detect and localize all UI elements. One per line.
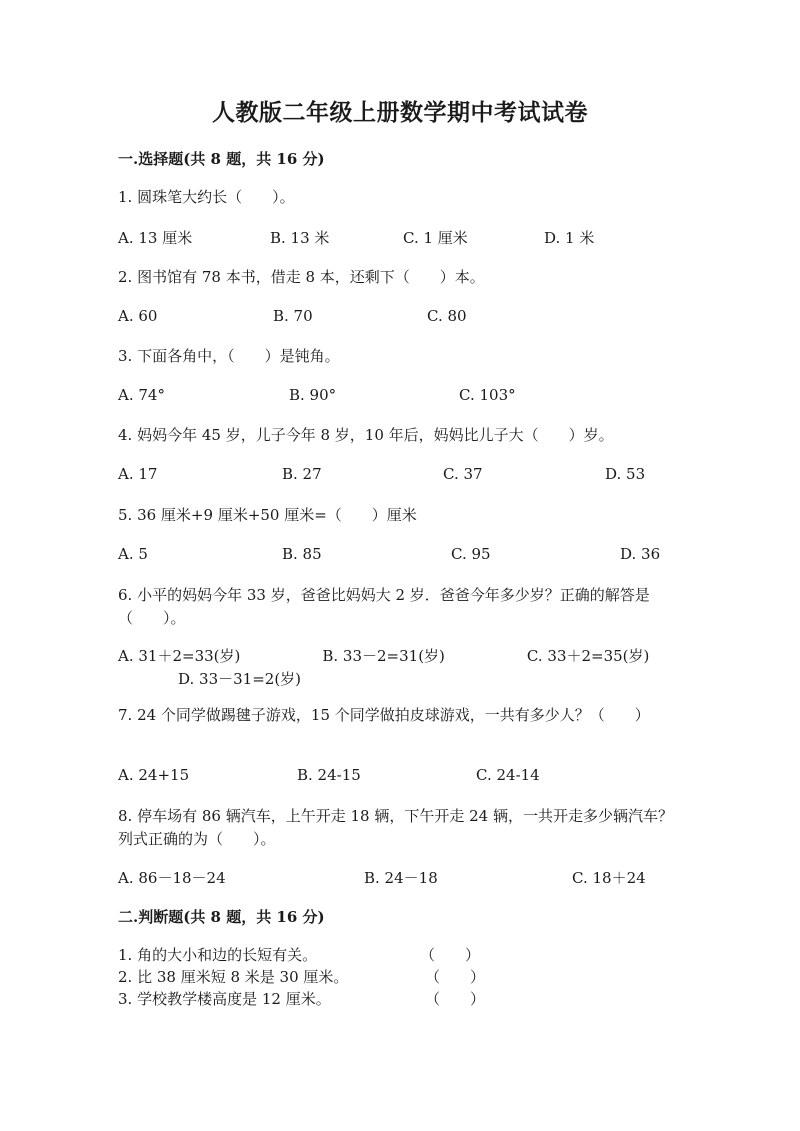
- option-a: A. 86－18－24: [118, 869, 226, 887]
- question-2-stem: 2. 图书馆有 78 本书，借走 8 本，还剩下（ ）本。: [118, 268, 485, 286]
- section-heading-judge: 二.判断题(共 8 题，共 16 分): [118, 908, 325, 926]
- option-c: C. 37: [443, 465, 483, 483]
- option-b: B. 24-15: [297, 766, 361, 784]
- question-1-stem: 1. 圆珠笔大约长（ ）。: [118, 188, 295, 206]
- option-d: D. 36: [620, 545, 661, 563]
- question-5-options: [118, 545, 684, 567]
- question-3-stem: 3. 下面各角中，（ ）是钝角。: [118, 347, 340, 365]
- option-d: D. 1 米: [544, 229, 595, 247]
- question-8-stem: 8. 停车场有 86 辆汽车，上午开走 18 辆，下午开走 24 辆，一共开走多少辆汽车？列式正确的为（ ）。: [118, 807, 673, 848]
- option-a: A. 13 厘米: [118, 229, 193, 247]
- option-c: C. 1 厘米: [403, 229, 468, 247]
- section-heading-choice: 一.选择题(共 8 题，共 16 分): [118, 150, 325, 168]
- judge-item-1: 1. 角的大小和边的长短有关。: [118, 946, 318, 964]
- option-c: C. 18＋24: [572, 869, 646, 887]
- option-c: C. 80: [427, 307, 467, 325]
- question-4-stem: 4. 妈妈今年 45 岁，儿子今年 8 岁，10 年后，妈妈比儿子大（ ）岁。: [118, 426, 614, 444]
- option-d: D. 33－31=2(岁): [178, 670, 302, 688]
- option-b: B. 24－18: [364, 869, 438, 887]
- question-6-options: [118, 645, 684, 691]
- question-2-options: [118, 307, 684, 329]
- option-c: C. 33＋2=35(岁): [526, 647, 650, 665]
- question-8-options: [118, 867, 684, 889]
- option-b: B. 33－2=31(岁): [322, 647, 445, 665]
- judge-answer-1: （ ）: [420, 946, 481, 964]
- judge-item-2: 2. 比 38 厘米短 8 米是 30 厘米。: [118, 968, 349, 986]
- option-a: A. 60: [118, 307, 158, 325]
- option-a: A. 17: [118, 465, 158, 483]
- question-3-options: [118, 386, 684, 408]
- option-a: A. 24+15: [118, 766, 190, 784]
- question-7-stem: 7. 24 个同学做踢毽子游戏，15 个同学做拍皮球游戏，一共有多少人？（ ）: [118, 706, 650, 724]
- question-6-stem: 6. 小平的妈妈今年 33 岁，爸爸比妈妈大 2 岁．爸爸今年多少岁？正确的解答是（ ）。: [118, 586, 650, 627]
- option-d: D. 53: [605, 465, 646, 483]
- option-c: C. 95: [451, 545, 491, 563]
- option-c: C. 24-14: [476, 766, 540, 784]
- option-a: A. 31＋2=33(岁): [118, 647, 241, 665]
- judge-answer-2: （ ）: [425, 968, 486, 986]
- judge-item-3: 3. 学校教学楼高度是 12 厘米。: [118, 990, 331, 1008]
- question-5-stem: 5. 36 厘米+9 厘米+50 厘米=（ ）厘米: [118, 506, 417, 524]
- option-b: B. 90°: [289, 386, 337, 404]
- question-7-options: [118, 766, 684, 788]
- option-a: A. 5: [118, 545, 148, 563]
- option-b: B. 70: [273, 307, 313, 325]
- option-c: C. 103°: [459, 386, 516, 404]
- judge-answer-3: （ ）: [425, 990, 486, 1008]
- option-b: B. 13 米: [270, 229, 330, 247]
- option-b: B. 85: [282, 545, 322, 563]
- option-b: B. 27: [282, 465, 322, 483]
- page-title: 人教版二年级上册数学期中考试试卷: [212, 99, 588, 126]
- option-a: A. 74°: [118, 386, 165, 404]
- question-4-options: [118, 465, 684, 487]
- question-1-options: [118, 227, 684, 249]
